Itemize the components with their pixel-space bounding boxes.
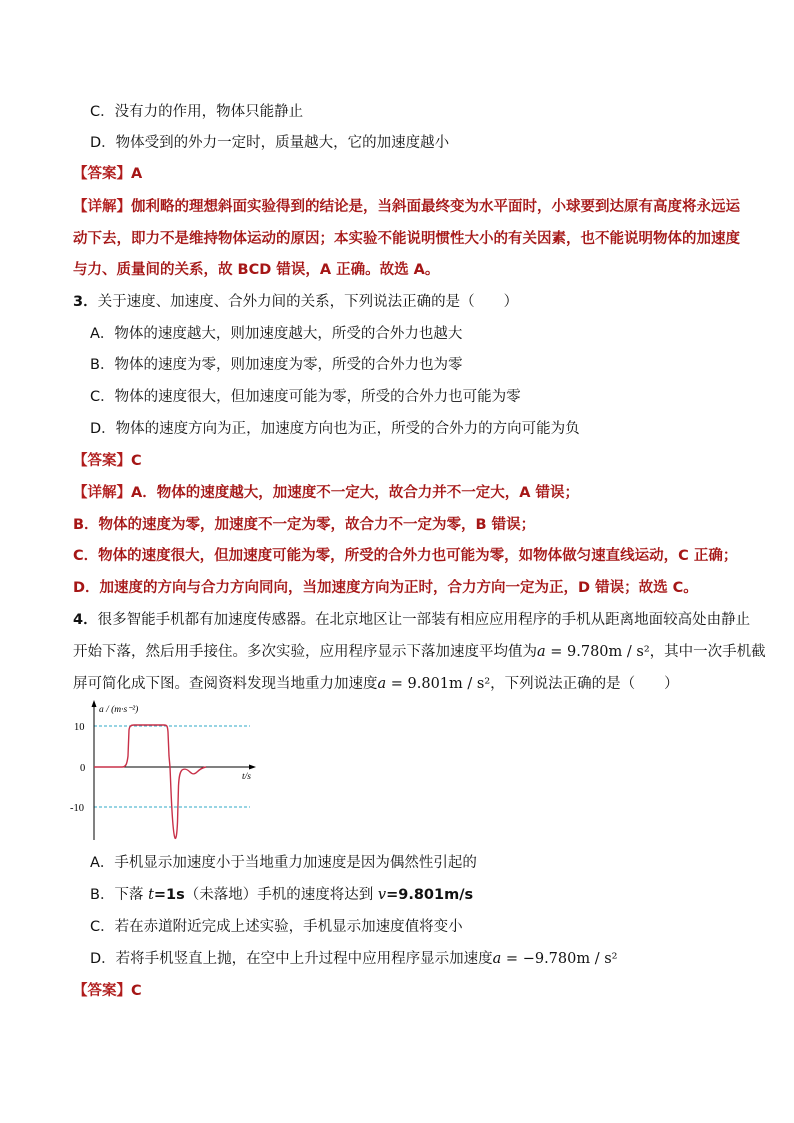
equation-variable: a: [537, 644, 546, 660]
q3-detail-line-4: D．加速度的方向与合力方向同向，当加速度方向为正时，合力方向一定为正，D 错误；故选 C。: [73, 580, 698, 596]
question-number: 4．: [73, 612, 98, 628]
equation-variable: a: [377, 676, 387, 692]
option-text: D．若将手机竖直上抛，在空中上升过程中应用程序显示加速度: [90, 951, 493, 967]
answer-value: C: [131, 983, 142, 999]
q4-option-b: [90, 885, 473, 905]
detail-text: A．物体的速度越大，加速度不一定大，故合力并不一定大，A 错误；: [131, 485, 579, 501]
q2-option-c: C．没有力的作用，物体只能静止: [90, 104, 304, 120]
detail-tag: 【详解】: [73, 199, 131, 215]
q2-detail-line-2: 动下去，即力不是维持物体运动的原因；本实验不能说明惯性大小的有关因素，也不能说明物体的加速度: [73, 231, 740, 247]
q4-stem-line-2: [73, 642, 766, 662]
stem-text: ，下列说法正确的是（ ）: [490, 676, 679, 692]
q3-detail-line-1: [73, 483, 579, 503]
q4-stem-line-3: [73, 674, 679, 694]
y-axis-label: a / (m·s⁻²): [99, 705, 139, 715]
option-variable: v: [377, 887, 387, 903]
answer-value: C: [131, 453, 142, 469]
detail-text: 伽利略的理想斜面实验得到的结论是，当斜面最终变为水平面时，小球要到达原有高度将永远运: [131, 199, 740, 215]
q4-option-c: C．若在赤道附近完成上述实验，手机显示加速度值将变小: [90, 919, 463, 935]
q4-stem-line-1: [73, 610, 750, 630]
option-variable: a: [492, 951, 502, 967]
stem-text: 屏可简化成下图。查阅资料发现当地重力加速度: [73, 676, 378, 692]
question-text: 关于速度、加速度、合外力间的关系，下列说法正确的是（ ）: [97, 294, 519, 310]
answer-tag: 【答案】: [73, 453, 131, 469]
option-text: （未落地）手机的速度将达到: [184, 887, 378, 903]
tick-label-zero: 0: [80, 763, 86, 774]
y-axis-arrow: [92, 700, 97, 707]
option-text: B．下落: [90, 887, 149, 903]
acceleration-time-graph: [66, 696, 266, 846]
x-axis-label: t/s: [242, 772, 251, 782]
q3-stem: [73, 292, 518, 312]
option-value: = −9.780m / s²: [501, 951, 618, 967]
q2-detail-line-1: [73, 197, 740, 217]
stem-text: ，其中一次手机截: [649, 644, 766, 660]
q4-option-a: A．手机显示加速度小于当地重力加速度是因为偶然性引起的: [90, 855, 477, 871]
q3-detail-line-2: B．物体的速度为零，加速度不一定为零，故合力不一定为零，B 错误；: [73, 517, 536, 533]
answer-tag: 【答案】: [73, 166, 131, 182]
answer-value: A: [131, 166, 143, 182]
option-value: =9.801m/s: [386, 887, 474, 903]
acceleration-curve: [94, 725, 206, 838]
q3-detail-line-3: C．物体的速度很大，但加速度可能为零，所受的合外力也可能为零，如物体做匀速直线运动，C 正确；: [73, 548, 738, 564]
q4-option-d: [90, 949, 617, 969]
x-axis-arrow: [249, 765, 256, 770]
detail-tag: 【详解】: [73, 485, 131, 501]
q4-answer: [73, 981, 142, 1001]
question-text: 很多智能手机都有加速度传感器。在北京地区让一部装有相应应用程序的手机从距离地面较高处由静止: [97, 612, 751, 628]
q3-option-b: B．物体的速度为零，则加速度为零，所受的合外力也为零: [90, 357, 463, 373]
option-variable: t: [148, 887, 154, 903]
equation-value: = 9.780m / s²: [545, 644, 650, 660]
answer-tag: 【答案】: [73, 983, 131, 999]
q3-option-c: C．物体的速度很大，但加速度可能为零，所受的合外力也可能为零: [90, 389, 521, 405]
stem-text: 开始下落，然后用手接住。多次实验，应用程序显示下落加速度平均值为: [73, 644, 537, 660]
tick-label-bottom: -10: [70, 803, 84, 814]
equation-value: = 9.801m / s²: [386, 676, 491, 692]
q3-answer: [73, 451, 142, 471]
q2-answer: [73, 164, 142, 184]
q3-option-a: A．物体的速度越大，则加速度越大，所受的合外力也越大: [90, 326, 463, 342]
q2-option-d: D．物体受到的外力一定时，质量越大，它的加速度越小: [90, 135, 450, 151]
q2-detail-line-3: 与力、质量间的关系，故 BCD 错误，A 正确。故选 A。: [73, 262, 440, 278]
q3-option-d: D．物体的速度方向为正，加速度方向也为正，所受的合外力的方向可能为负: [90, 421, 580, 437]
option-value: =1s: [153, 887, 185, 903]
tick-label-top: 10: [74, 722, 85, 733]
question-number: 3．: [73, 294, 98, 310]
